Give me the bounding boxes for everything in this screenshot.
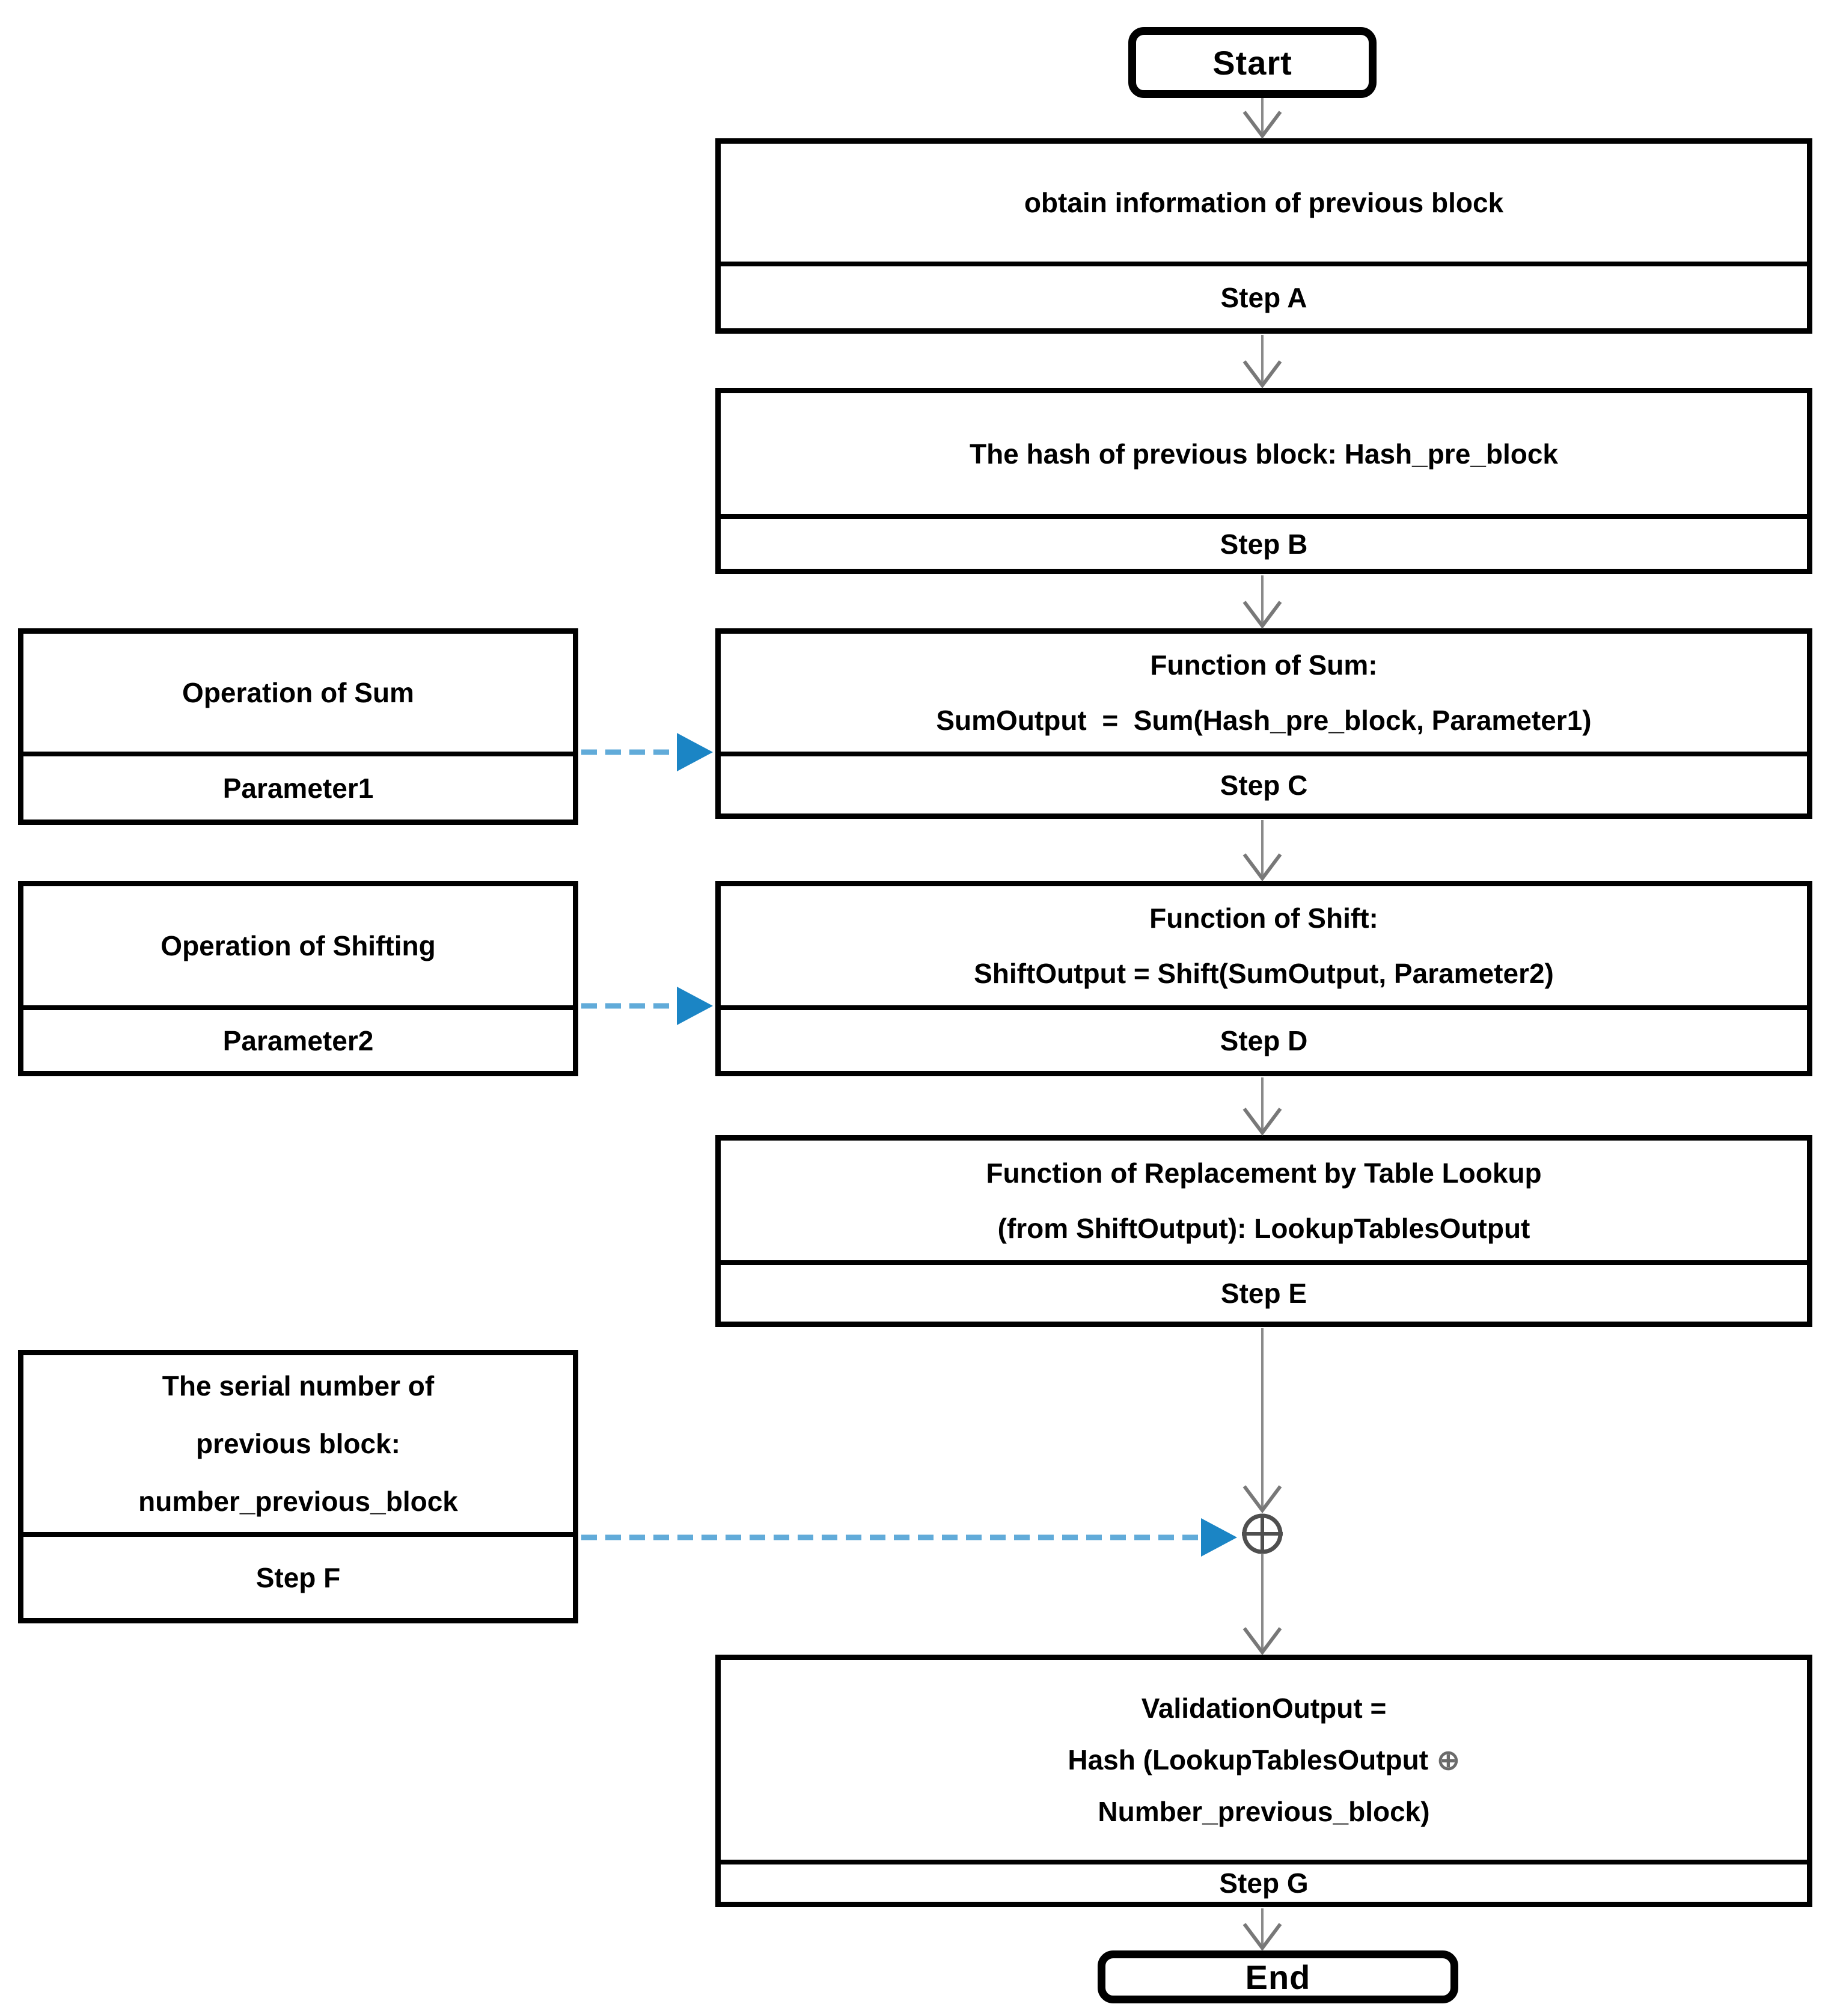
step-e-label: Step E [721, 1260, 1807, 1322]
process-box-step-d [715, 881, 1812, 1076]
flow-arrow-e-to-xor [1244, 1328, 1280, 1510]
step-f-label: Step F [23, 1532, 573, 1618]
flow-arrow-a-to-b [1244, 335, 1280, 385]
step-g-text: ValidationOutput = Hash (LookupTablesOutput ⊕ Number_previous_block) [1068, 1693, 1460, 1827]
side-box-operation-of-shifting [18, 881, 578, 1076]
serial-number-text: The serial number of previous block: number_previous_block [138, 1370, 458, 1517]
step-a-text: obtain information of previous block [1024, 187, 1504, 218]
dashed-arrow-parameter1-to-c [581, 733, 713, 771]
step-g-label: Step G [721, 1860, 1807, 1902]
step-c-label: Step C [721, 752, 1807, 813]
process-box-step-e [715, 1135, 1812, 1327]
parameter1-label: Parameter1 [23, 752, 573, 820]
step-d-label: Step D [721, 1005, 1807, 1071]
operation-of-shifting-text: Operation of Shifting [160, 930, 436, 961]
step-b-label: Step B [721, 514, 1807, 569]
flow-arrow-start-to-a [1244, 98, 1280, 136]
xor-inline-symbol: ⊕ [1437, 1744, 1460, 1775]
flow-arrow-c-to-d [1244, 820, 1280, 878]
step-b-text: The hash of previous block: Hash_pre_block [969, 438, 1559, 470]
parameter2-label: Parameter2 [23, 1005, 573, 1071]
start-node [1128, 27, 1377, 98]
end-node [1098, 1950, 1458, 2003]
step-c-text: Function of Sum: SumOutput = Sum(Hash_pre_block, Parameter1) [936, 649, 1592, 736]
process-box-step-a [715, 138, 1812, 334]
side-box-serial-number [18, 1350, 578, 1623]
side-box-operation-of-sum [18, 628, 578, 825]
flow-arrow-xor-to-g [1244, 1554, 1280, 1652]
dashed-arrow-parameter2-to-d [581, 987, 713, 1025]
xor-node-icon [1242, 1514, 1283, 1554]
step-a-label: Step A [721, 262, 1807, 328]
dashed-arrow-stepf-to-xor [581, 1518, 1237, 1557]
flow-arrow-g-to-end [1244, 1908, 1280, 1948]
process-box-step-c [715, 628, 1812, 819]
flow-arrow-d-to-e [1244, 1077, 1280, 1133]
end-label: End [1245, 1958, 1311, 1996]
start-label: Start [1212, 43, 1292, 82]
step-e-text: Function of Replacement by Table Lookup (from ShiftOutput): LookupTablesOutput [986, 1157, 1542, 1244]
step-d-text: Function of Shift: ShiftOutput = Shift(SumOutput, Parameter2) [974, 902, 1554, 989]
process-box-step-b [715, 388, 1812, 574]
operation-of-sum-text: Operation of Sum [182, 677, 414, 708]
flow-arrow-b-to-c [1244, 575, 1280, 626]
process-box-step-g [715, 1655, 1812, 1907]
